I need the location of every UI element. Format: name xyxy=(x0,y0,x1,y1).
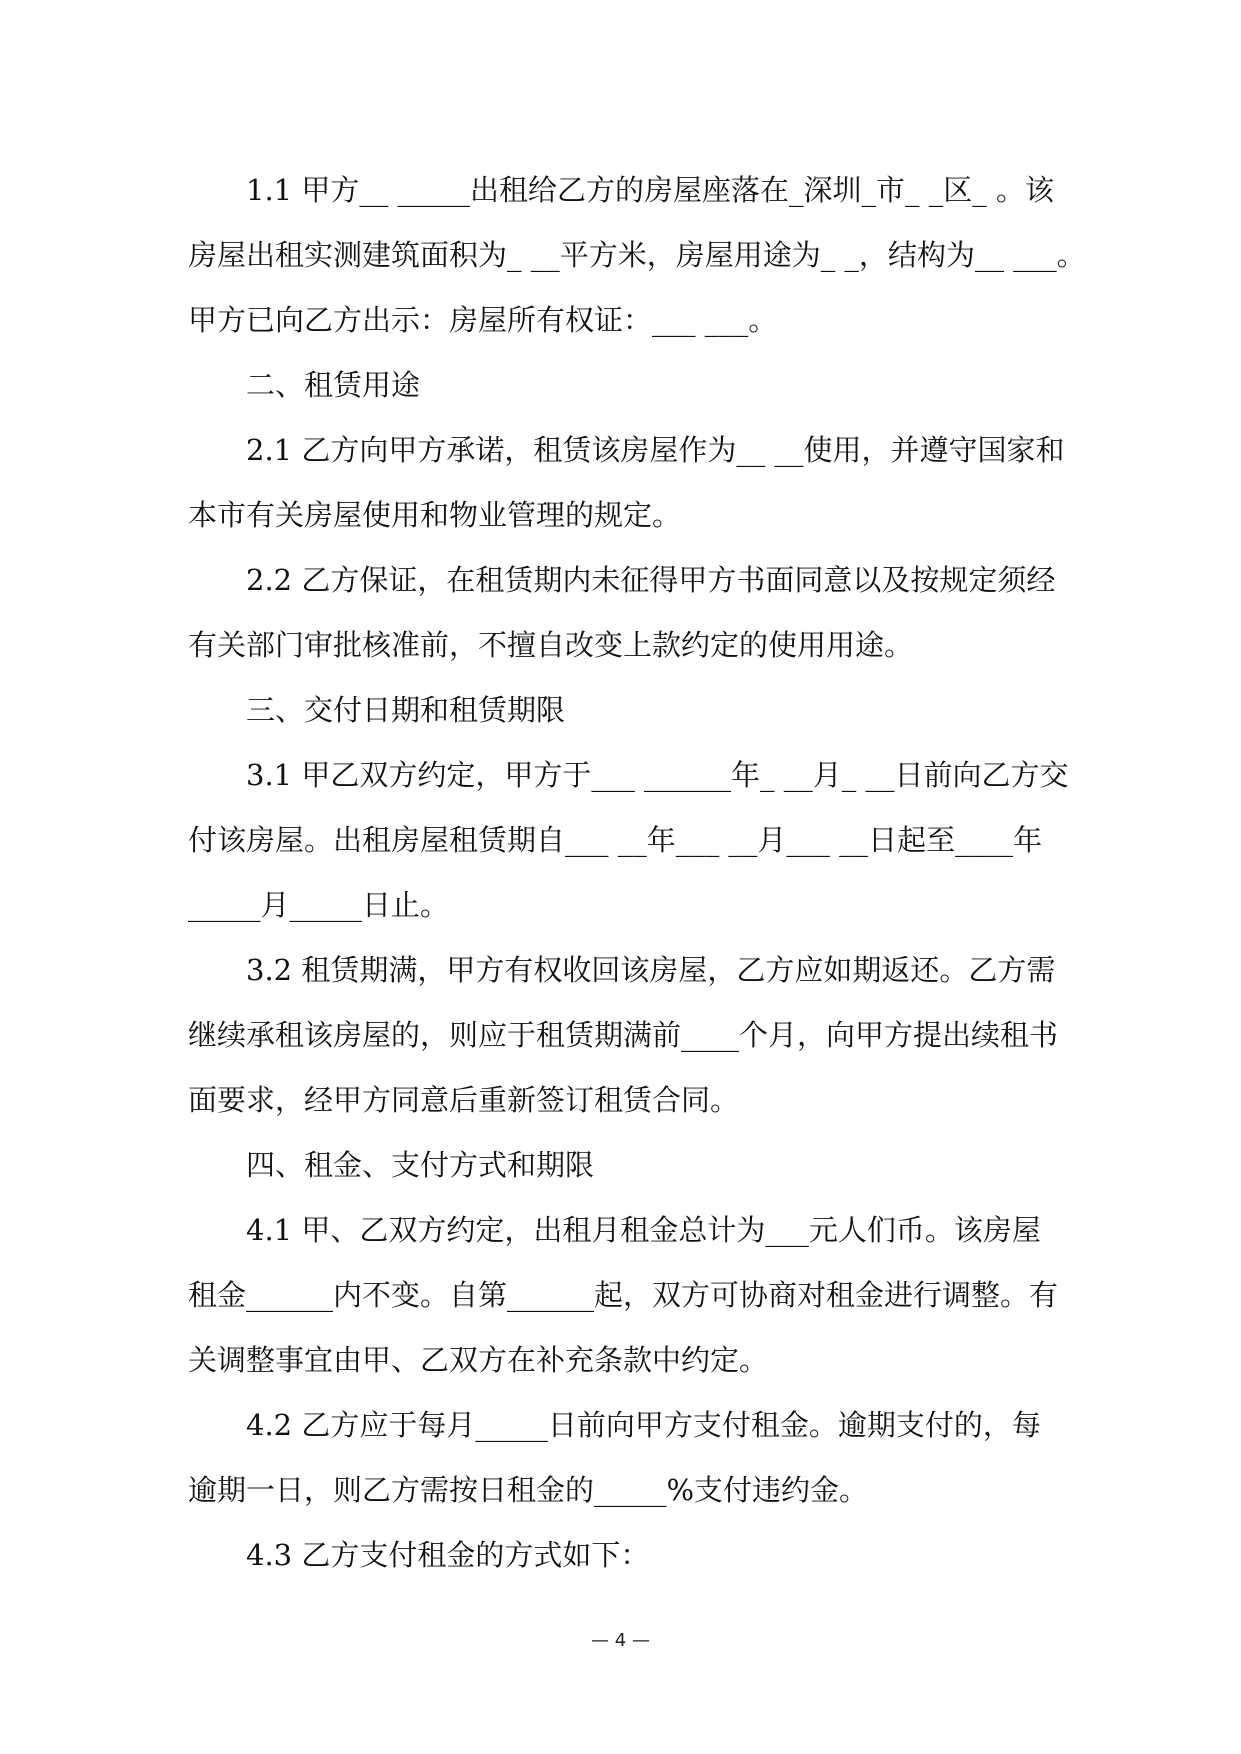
clause-3-2-line-3: 面要求，经甲方同意后重新签订租赁合同。 xyxy=(188,1083,740,1117)
clause-2-2-line-2: 有关部门审批核准前，不擅自改变上款约定的使用用途。 xyxy=(188,628,914,662)
clause-2-2-line-1: 2.2 乙方保证，在租赁期内未征得甲方书面同意以及按规定须经 xyxy=(246,563,1056,597)
clause-2-1-line-1: 2.1 乙方向甲方承诺，租赁该房屋作为__ __使用，并遵守国家和 xyxy=(246,433,1065,467)
clause-3-1-line-3: _____月_____日止。 xyxy=(188,888,450,922)
clause-1-1-line-2: 房屋出租实测建筑面积为_ __平方米，房屋用途为_ _，结构为__ ___。 xyxy=(188,238,1086,272)
clause-4-1-line-3: 关调整事宜由甲、乙双方在补充条款中约定。 xyxy=(188,1343,769,1377)
section-heading-4: 四、租金、支付方式和期限 xyxy=(246,1148,595,1182)
clause-3-1-line-1: 3.1 甲乙双方约定，甲方于___ ______年_ __月_ __日前向乙方交 xyxy=(246,758,1069,792)
clause-3-1-line-2: 付该房屋。出租房屋租赁期自___ __年___ __月___ __日起至____年 xyxy=(188,823,1043,857)
clause-3-2-line-1: 3.2 租赁期满，甲方有权收回该房屋，乙方应如期返还。乙方需 xyxy=(246,953,1056,987)
clause-1-1-line-3: 甲方已向乙方出示：房屋所有权证：___ ___。 xyxy=(188,303,778,337)
page-number: — 4 — xyxy=(591,1630,650,1651)
clause-4-1-line-2: 租金______内不变。自第______起，双方可协商对租金进行调整。有 xyxy=(188,1278,1059,1312)
contract-body xyxy=(188,158,1086,1588)
clause-4-2-line-1: 4.2 乙方应于每月_____日前向甲方支付租金。逾期支付的，每 xyxy=(246,1408,1041,1442)
clause-4-3-line-1: 4.3 乙方支付租金的方式如下： xyxy=(246,1538,650,1572)
section-heading-2: 二、租赁用途 xyxy=(246,368,421,402)
section-heading-3: 三、交付日期和租赁期限 xyxy=(246,693,566,727)
clause-4-1-line-1: 4.1 甲、乙双方约定，出租月租金总计为___元人们币。该房屋 xyxy=(246,1213,1041,1247)
clause-1-1-line-1: 1.1 甲方__ _____出租给乙方的房屋座落在_深圳_市_ _区_ 。该 xyxy=(246,173,1054,207)
clause-3-2-line-2: 继续承租该房屋的，则应于租赁期满前____个月，向甲方提出续租书 xyxy=(188,1018,1059,1052)
clause-2-1-line-2: 本市有关房屋使用和物业管理的规定。 xyxy=(188,498,682,532)
clause-4-2-line-2: 逾期一日，则乙方需按日租金的_____%支付违约金。 xyxy=(188,1473,869,1507)
